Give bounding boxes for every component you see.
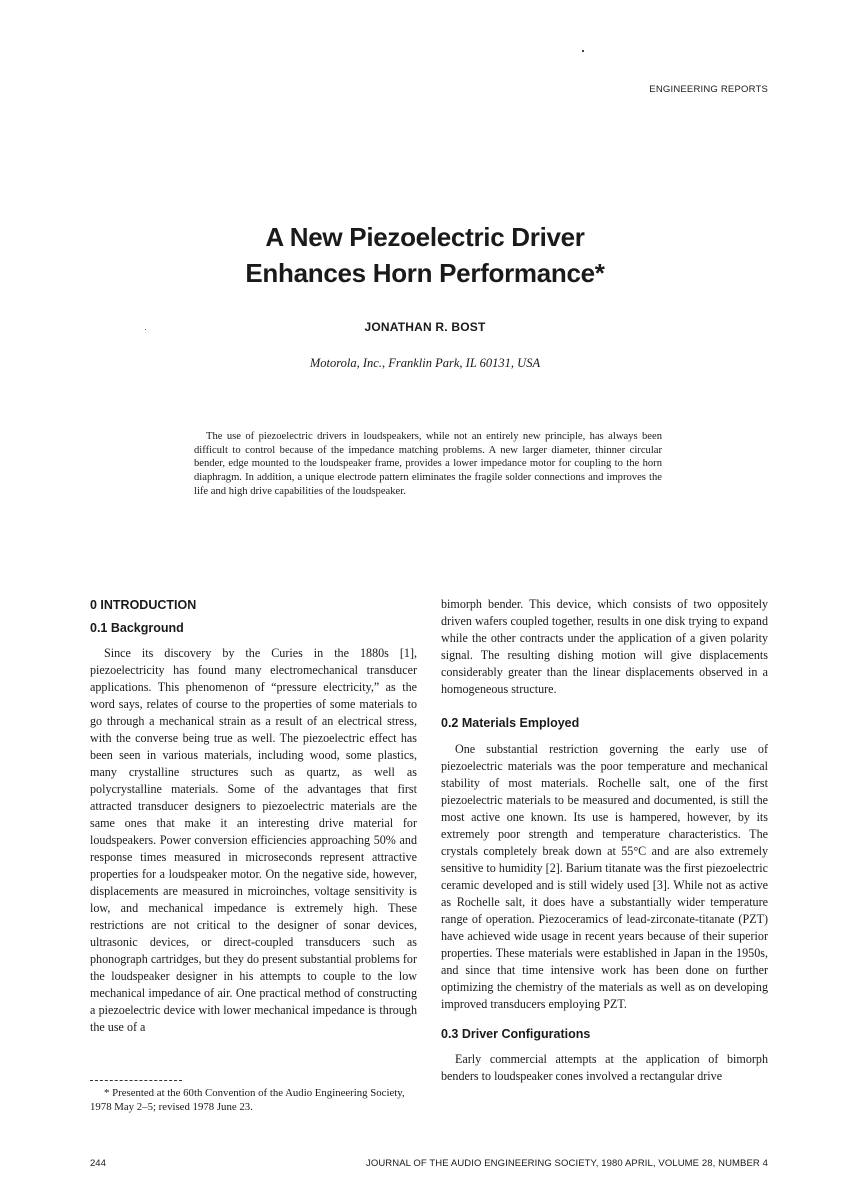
background-paragraph-continued: bimorph bender. This device, which consists of two oppositely driven wafers coupled together, results in one disk trying to expand while the other contracts under the application of a given polarity signal. The resulting dishing motion will give displacements considerably greater than the linear displacements observed in a homogeneous structure. [441,597,768,696]
author-affiliation: Motorola, Inc., Franklin Park, IL 60131, USA [309,356,541,370]
materials-paragraph: One substantial restriction governing the early use of piezoelectric materials was the poor temperature and mechanical stability of most materials. Rochelle salt, one of the first piezoelectric materials to be measured and documented, is still the most active one known. Its use is hampered, however, by its extremely poor strength and temperature characteristics. The crystals completely break down at 55°C and are also extremely sensitive to humidity [2]. Barium titanate was the first piezoelectric ceramic developed and is still widely used [3]. While not as active as Rochelle salt, it does have a substantially wider temperature range of operation. Piezoceramics of lead-zirconate-titanate (PZT) have achieved wide usage in recent years because of their superior properties. These materials were established in Japan in the 1950s, and since that time intensive work has been done on further optimizing the chemistry of the materials as well as on developing improved transducers employing PZT. [441,742,768,1011]
abstract: The use of piezoelectric drivers in loudspeakers, while not an entirely new principle, has always been difficult to control because of the impedance matching problems. A new larger diameter, thinner circular bender, edge mounted to the loudspeaker frame, provides a lower impedance motor for coupling to the horn diaphragm. In addition, a unique electrode pattern eliminates the fragile solder connections and improves the life and high drive capabilities of the loudspeaker. [194,431,662,497]
page-number: 244 [90,1158,106,1169]
background-paragraph: Since its discovery by the Curies in the 1880s [1], piezoelectricity has found many electromechanical transducer applications. This phenomenon of “pressure electricity,” as the word says, relates of course to the properties of some materials to go through a mechanical strain as a result of an electrical stress, with the converse being true as well. The piezoelectric effect has been seen in various materials, including wood, some plastics, many crystalline structures such as quartz, as well as polycrystalline materials. Some of the advantages that first attracted transducer designers to piezoelectric materials are the same ones that make it an interesting drive material for loudspeakers. Power conversion efficiencies approaching 50% and response times measured in microseconds represent attractive properties for a loudspeaker motor. On the negative side, however, displacements are measured in microinches, voltage sensitivity is low, and mechanical impedance is extremely high. These restrictions are not critical to the designer of sonar devices, ultrasonic devices, or direct-coupled transducers such as phonograph cartridges, but they do present substantial problems for the loudspeaker designer in his attempts to couple to the low mechanical impedance of air. One practical method of constructing a piezoelectric device with lower mechanical impedance is through the use of a [90,646,417,1034]
subsection-heading-driver-configurations: 0.3 Driver Configurations [441,1027,591,1041]
author-name: JONATHAN R. BOST [364,320,486,334]
section-heading-introduction: 0 INTRODUCTION [90,598,197,612]
title-line-1: A New Piezoelectric Driver [265,222,585,253]
title-line-2: Enhances Horn Performance* [245,258,605,289]
scan-speck [582,50,584,52]
right-column [441,596,768,1085]
footnote: * Presented at the 60th Convention of the Audio Engineering Society, 1978 May 2–5; revised 1978 June 23. [90,1087,405,1113]
subsection-heading-background: 0.1 Background [90,621,184,635]
footnote-divider [90,1080,182,1081]
running-head: ENGINEERING REPORTS [649,84,768,95]
article-title [0,219,850,291]
left-column [90,596,417,1036]
driver-configurations-paragraph: Early commercial attempts at the application of bimorph benders to loudspeaker cones involved a rectangular drive [441,1052,768,1083]
subsection-heading-materials: 0.2 Materials Employed [441,716,580,730]
journal-citation-footer: JOURNAL OF THE AUDIO ENGINEERING SOCIETY, 1980 APRIL, VOLUME 28, NUMBER 4 [365,1158,768,1169]
